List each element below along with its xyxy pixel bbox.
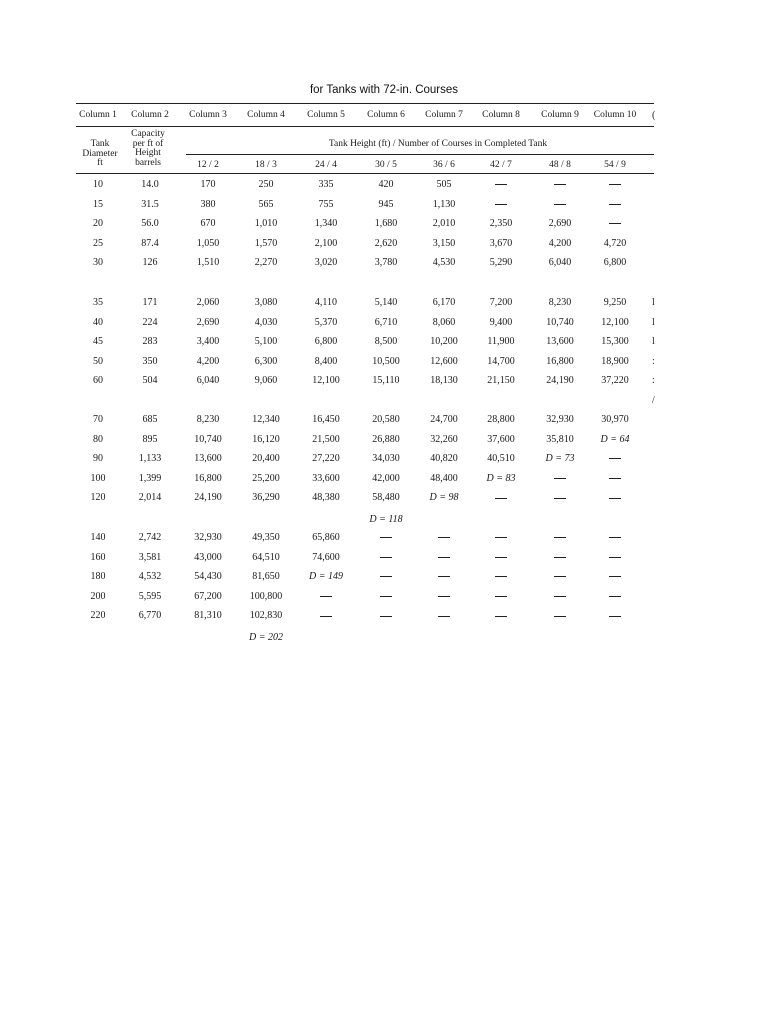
volume-cell: [380, 571, 392, 583]
volume-cell: 13,600: [194, 453, 222, 465]
volume-cell: [380, 552, 392, 564]
column-label: Column 1: [79, 110, 117, 120]
volume-cell: 13,600: [546, 336, 574, 348]
volume-cell: 10,500: [372, 355, 400, 367]
volume-cell: 35,810: [546, 433, 574, 445]
dash-mark: [554, 537, 566, 538]
volume-cell: D = 64: [600, 433, 630, 445]
dash-mark: [609, 616, 621, 617]
header-bottom-rule: [76, 173, 654, 174]
volume-cell: 6,800: [314, 336, 338, 348]
diameter-cell: 100: [90, 472, 106, 484]
volume-cell: D = 149: [309, 571, 343, 583]
height-course-header: 30 / 5: [375, 160, 397, 170]
diameter-cell: 70: [93, 414, 103, 425]
dash-mark: [495, 498, 507, 499]
volume-cell: 10,200: [430, 336, 458, 348]
edge-mark: (: [652, 110, 656, 121]
volume-cell: 10,740: [194, 433, 222, 445]
volume-cell: 48,400: [430, 472, 458, 484]
column-label: Column 6: [367, 110, 405, 120]
volume-cell: 27,220: [312, 453, 340, 465]
volume-cell: [495, 610, 507, 622]
volume-cell: 9,250: [603, 297, 627, 308]
volume-cell: 28,800: [487, 414, 515, 425]
volume-cell: [554, 473, 566, 485]
volume-cell: 8,230: [196, 414, 220, 425]
volume-cell: 74,600: [312, 551, 340, 563]
volume-cell: 20,580: [372, 414, 400, 425]
volume-cell: [554, 532, 566, 544]
volume-cell: 4,720: [603, 237, 627, 249]
volume-cell: [495, 492, 507, 504]
diameter-cell: 10: [93, 179, 103, 190]
volume-cell: 335: [318, 179, 334, 190]
volume-cell: [495, 532, 507, 544]
volume-cell: 21,500: [312, 433, 340, 445]
table-top-rule: [76, 103, 654, 104]
volume-cell: 6,040: [196, 375, 220, 387]
volume-cell: 2,620: [374, 237, 398, 249]
column-label: Column 4: [247, 110, 285, 120]
diameter-header: Diameter: [82, 148, 118, 159]
volume-cell: [554, 552, 566, 564]
column-label: Column 2: [131, 110, 169, 120]
dash-mark: [495, 184, 507, 185]
volume-cell: [320, 591, 332, 603]
volume-cell: 1,010: [254, 218, 278, 230]
volume-cell: [609, 473, 621, 485]
volume-cell: 24,190: [194, 492, 222, 504]
dash-mark: [380, 557, 392, 558]
column-label: Column 9: [541, 110, 579, 120]
diameter-cell: 120: [90, 492, 106, 504]
dash-mark: [554, 498, 566, 499]
volume-cell: 4,530: [432, 257, 456, 269]
diameter-cell: 30: [93, 257, 103, 269]
dash-mark: [609, 576, 621, 577]
volume-cell: 100,800: [249, 590, 283, 602]
volume-cell: [554, 591, 566, 603]
volume-cell: 16,120: [252, 433, 280, 445]
volume-cell: [495, 552, 507, 564]
capacity-header: per ft of: [132, 138, 164, 149]
volume-cell: 8,060: [432, 316, 456, 328]
volume-cell: 37,600: [487, 433, 515, 445]
volume-cell: 34,030: [372, 453, 400, 465]
volume-cell: [609, 610, 621, 622]
volume-cell: 32,930: [194, 532, 222, 543]
volume-cell: 670: [200, 218, 216, 230]
diameter-header: Tank: [90, 139, 110, 149]
volume-cell: D = 98: [429, 492, 459, 504]
dash-mark: [495, 537, 507, 538]
dash-mark: [495, 557, 507, 558]
volume-cell: [609, 453, 621, 465]
dash-mark: [609, 596, 621, 597]
footnote-d202: D = 202: [249, 632, 283, 643]
volume-cell: 36,290: [252, 492, 280, 504]
volume-cell: 250: [258, 179, 274, 190]
volume-cell: [438, 532, 450, 544]
volume-cell: [554, 610, 566, 622]
dash-mark: [495, 204, 507, 205]
volume-cell: 1,340: [314, 218, 338, 230]
volume-cell: 14,700: [487, 355, 515, 367]
diameter-cell: 40: [93, 316, 103, 328]
column-label: Column 5: [307, 110, 345, 120]
dash-mark: [495, 576, 507, 577]
volume-cell: 20,400: [252, 453, 280, 465]
volume-cell: 2,350: [489, 218, 513, 230]
volume-cell: 2,010: [432, 218, 456, 230]
volume-cell: 7,200: [489, 297, 513, 308]
dash-mark: [495, 616, 507, 617]
volume-cell: 4,200: [196, 355, 220, 367]
volume-cell: 24,190: [546, 375, 574, 387]
volume-cell: [609, 179, 621, 191]
volume-cell: 4,030: [254, 316, 278, 328]
volume-cell: 26,880: [372, 433, 400, 445]
volume-cell: 6,710: [374, 316, 398, 328]
edge-mark: /: [652, 395, 655, 406]
capacity-cell: 3,581: [138, 551, 162, 563]
diameter-header: ft: [97, 158, 103, 168]
dash-mark: [380, 616, 392, 617]
dash-mark: [554, 478, 566, 479]
height-course-header: 36 / 6: [433, 160, 455, 170]
volume-cell: [609, 199, 621, 211]
volume-cell: 3,080: [254, 297, 278, 308]
dash-mark: [438, 616, 450, 617]
dash-mark: [554, 596, 566, 597]
volume-cell: 6,040: [548, 257, 572, 269]
edge-mark: :: [652, 355, 655, 367]
volume-cell: 755: [318, 198, 334, 210]
capacity-cell: 350: [142, 355, 158, 367]
volume-cell: 32,930: [546, 414, 574, 425]
height-course-header: 24 / 4: [315, 160, 337, 170]
volume-cell: 64,510: [252, 551, 280, 563]
capacity-cell: 14.0: [141, 179, 159, 190]
volume-cell: 30,970: [601, 414, 629, 425]
capacity-cell: 4,532: [138, 571, 162, 583]
volume-cell: 54,430: [194, 571, 222, 583]
volume-cell: 2,690: [196, 316, 220, 328]
volume-cell: 6,170: [432, 297, 456, 308]
volume-cell: 32,260: [430, 433, 458, 445]
volume-cell: [438, 610, 450, 622]
volume-cell: 6,300: [254, 355, 278, 367]
volume-cell: [554, 179, 566, 191]
column-label: Column 7: [425, 110, 463, 120]
volume-cell: 12,100: [601, 316, 629, 328]
volume-cell: [495, 571, 507, 583]
volume-cell: 2,690: [548, 218, 572, 230]
volume-cell: [495, 591, 507, 603]
volume-cell: 81,650: [252, 571, 280, 583]
diameter-cell: 200: [90, 590, 106, 602]
column-label: Column 10: [593, 110, 637, 120]
capacity-cell: 685: [142, 414, 158, 425]
edge-mark: l: [652, 336, 655, 348]
volume-cell: 40,820: [430, 453, 458, 465]
volume-cell: 8,400: [314, 355, 338, 367]
dash-mark: [609, 223, 621, 224]
capacity-cell: 1,133: [138, 453, 162, 465]
dash-mark: [609, 537, 621, 538]
diameter-cell: 15: [93, 198, 103, 210]
volume-cell: 4,110: [314, 297, 338, 308]
volume-cell: 49,350: [252, 532, 280, 543]
volume-cell: 24,700: [430, 414, 458, 425]
dash-mark: [438, 576, 450, 577]
volume-cell: 8,500: [374, 336, 398, 348]
volume-cell: 16,800: [546, 355, 574, 367]
capacity-cell: 5,595: [138, 590, 162, 602]
diameter-cell: 60: [93, 375, 103, 387]
volume-cell: D = 73: [545, 453, 575, 465]
volume-cell: 9,060: [254, 375, 278, 387]
capacity-cell: 224: [142, 316, 158, 328]
diameter-cell: 20: [93, 218, 103, 230]
volume-cell: 12,340: [252, 414, 280, 425]
dash-mark: [495, 596, 507, 597]
capacity-header: Capacity: [131, 129, 165, 139]
volume-cell: 12,100: [312, 375, 340, 387]
volume-cell: 1,510: [196, 257, 220, 269]
volume-cell: [554, 492, 566, 504]
volume-cell: 37,220: [601, 375, 629, 387]
volume-cell: 3,670: [489, 237, 513, 249]
volume-cell: 21,150: [487, 375, 515, 387]
volume-cell: [495, 199, 507, 211]
volume-cell: [320, 610, 332, 622]
volume-cell: [609, 492, 621, 504]
volume-cell: 43,000: [194, 551, 222, 563]
table-title: for Tanks with 72-in. Courses: [309, 84, 459, 96]
volume-cell: 18,900: [601, 355, 629, 367]
volume-cell: 12,600: [430, 355, 458, 367]
capacity-cell: 126: [142, 257, 158, 269]
volume-cell: 945: [378, 198, 394, 210]
diameter-cell: 45: [93, 336, 103, 348]
capacity-cell: 2,014: [138, 492, 162, 504]
volume-cell: 505: [436, 179, 452, 190]
volume-cell: [438, 591, 450, 603]
volume-cell: 11,900: [487, 336, 515, 348]
volume-cell: 2,060: [196, 297, 220, 308]
capacity-cell: 2,742: [138, 532, 162, 543]
height-course-header: 18 / 3: [255, 160, 277, 170]
volume-cell: [609, 218, 621, 230]
volume-cell: [554, 571, 566, 583]
diameter-cell: 50: [93, 355, 103, 367]
edge-mark: :: [652, 375, 655, 387]
edge-mark: l: [652, 297, 655, 308]
volume-cell: 18,130: [430, 375, 458, 387]
column-label-rule: [76, 126, 654, 127]
column-label: Column 8: [482, 110, 520, 120]
volume-cell: 1,680: [374, 218, 398, 230]
volume-cell: [438, 552, 450, 564]
diameter-cell: 160: [90, 551, 106, 563]
volume-cell: 5,140: [374, 297, 398, 308]
capacity-cell: 56.0: [141, 218, 159, 230]
volume-cell: 16,800: [194, 472, 222, 484]
dash-mark: [320, 616, 332, 617]
capacity-cell: 895: [142, 433, 158, 445]
dash-mark: [609, 478, 621, 479]
volume-cell: 6,800: [603, 257, 627, 269]
volume-cell: 65,860: [312, 532, 340, 543]
volume-cell: 1,570: [254, 237, 278, 249]
dash-mark: [320, 596, 332, 597]
volume-cell: 170: [200, 179, 216, 190]
diameter-cell: 80: [93, 433, 103, 445]
dash-mark: [554, 576, 566, 577]
volume-cell: 4,200: [548, 237, 572, 249]
dash-mark: [438, 596, 450, 597]
dash-mark: [554, 616, 566, 617]
volume-cell: 5,100: [254, 336, 278, 348]
volume-cell: [380, 532, 392, 544]
volume-cell: 3,780: [374, 257, 398, 269]
volume-cell: 1,130: [432, 198, 456, 210]
volume-cell: [609, 552, 621, 564]
volume-cell: [609, 532, 621, 544]
dash-mark: [438, 537, 450, 538]
volume-cell: 3,020: [314, 257, 338, 269]
volume-cell: 67,200: [194, 590, 222, 602]
dash-mark: [380, 576, 392, 577]
height-course-header: 42 / 7: [490, 160, 512, 170]
volume-cell: [380, 591, 392, 603]
capacity-cell: 87.4: [141, 237, 159, 249]
volume-cell: 380: [200, 198, 216, 210]
diameter-cell: 90: [93, 453, 103, 465]
volume-cell: 25,200: [252, 472, 280, 484]
volume-cell: [609, 591, 621, 603]
capacity-cell: 6,770: [138, 610, 162, 622]
volume-cell: 102,830: [249, 610, 283, 622]
dash-mark: [609, 557, 621, 558]
capacity-cell: 31.5: [141, 198, 159, 210]
volume-cell: 16,450: [312, 414, 340, 425]
volume-cell: [380, 610, 392, 622]
footnote-d118: D = 118: [369, 514, 403, 525]
diameter-cell: 35: [93, 297, 103, 308]
volume-cell: 2,100: [314, 237, 338, 249]
capacity-header: barrels: [135, 157, 161, 168]
diameter-cell: 180: [90, 571, 106, 583]
dash-mark: [609, 184, 621, 185]
volume-cell: 5,370: [314, 316, 338, 328]
dash-mark: [554, 557, 566, 558]
spanner-rule: [186, 154, 654, 155]
volume-cell: 420: [378, 179, 394, 190]
volume-cell: 2,270: [254, 257, 278, 269]
dash-mark: [438, 557, 450, 558]
dash-mark: [554, 204, 566, 205]
column-label: Column 3: [189, 110, 227, 120]
capacity-header: Height: [135, 148, 161, 158]
capacity-cell: 504: [142, 375, 158, 387]
volume-cell: 42,000: [372, 472, 400, 484]
volume-cell: 58,480: [372, 492, 400, 504]
volume-cell: D = 83: [486, 472, 516, 484]
volume-cell: 3,150: [432, 237, 456, 249]
volume-cell: 40,510: [487, 453, 515, 465]
height-course-header: 12 / 2: [197, 160, 219, 170]
dash-mark: [380, 537, 392, 538]
volume-cell: 81,310: [194, 610, 222, 622]
diameter-cell: 140: [90, 532, 106, 543]
volume-cell: 3,400: [196, 336, 220, 348]
dash-mark: [609, 498, 621, 499]
volume-cell: [554, 199, 566, 211]
dash-mark: [609, 458, 621, 459]
volume-cell: 15,110: [372, 375, 400, 387]
volume-cell: [495, 179, 507, 191]
capacity-cell: 283: [142, 336, 158, 348]
capacity-cell: 1,399: [138, 472, 162, 484]
volume-cell: 565: [258, 198, 274, 210]
height-courses-spanner: Tank Height (ft) / Number of Courses in Completed Tank: [328, 139, 548, 149]
volume-cell: 5,290: [489, 257, 513, 269]
dash-mark: [554, 184, 566, 185]
dash-mark: [380, 596, 392, 597]
volume-cell: [438, 571, 450, 583]
dash-mark: [609, 204, 621, 205]
capacity-cell: 171: [142, 297, 158, 308]
edge-mark: l: [652, 316, 655, 328]
volume-cell: [609, 571, 621, 583]
volume-cell: 15,300: [601, 336, 629, 348]
height-course-header: 48 / 8: [549, 160, 571, 170]
volume-cell: 8,230: [548, 297, 572, 308]
diameter-cell: 25: [93, 237, 103, 249]
volume-cell: 1,050: [196, 237, 220, 249]
height-course-header: 54 / 9: [604, 160, 626, 170]
diameter-cell: 220: [90, 610, 106, 622]
volume-cell: 33,600: [312, 472, 340, 484]
volume-cell: 10,740: [546, 316, 574, 328]
volume-cell: 48,380: [312, 492, 340, 504]
volume-cell: 9,400: [489, 316, 513, 328]
